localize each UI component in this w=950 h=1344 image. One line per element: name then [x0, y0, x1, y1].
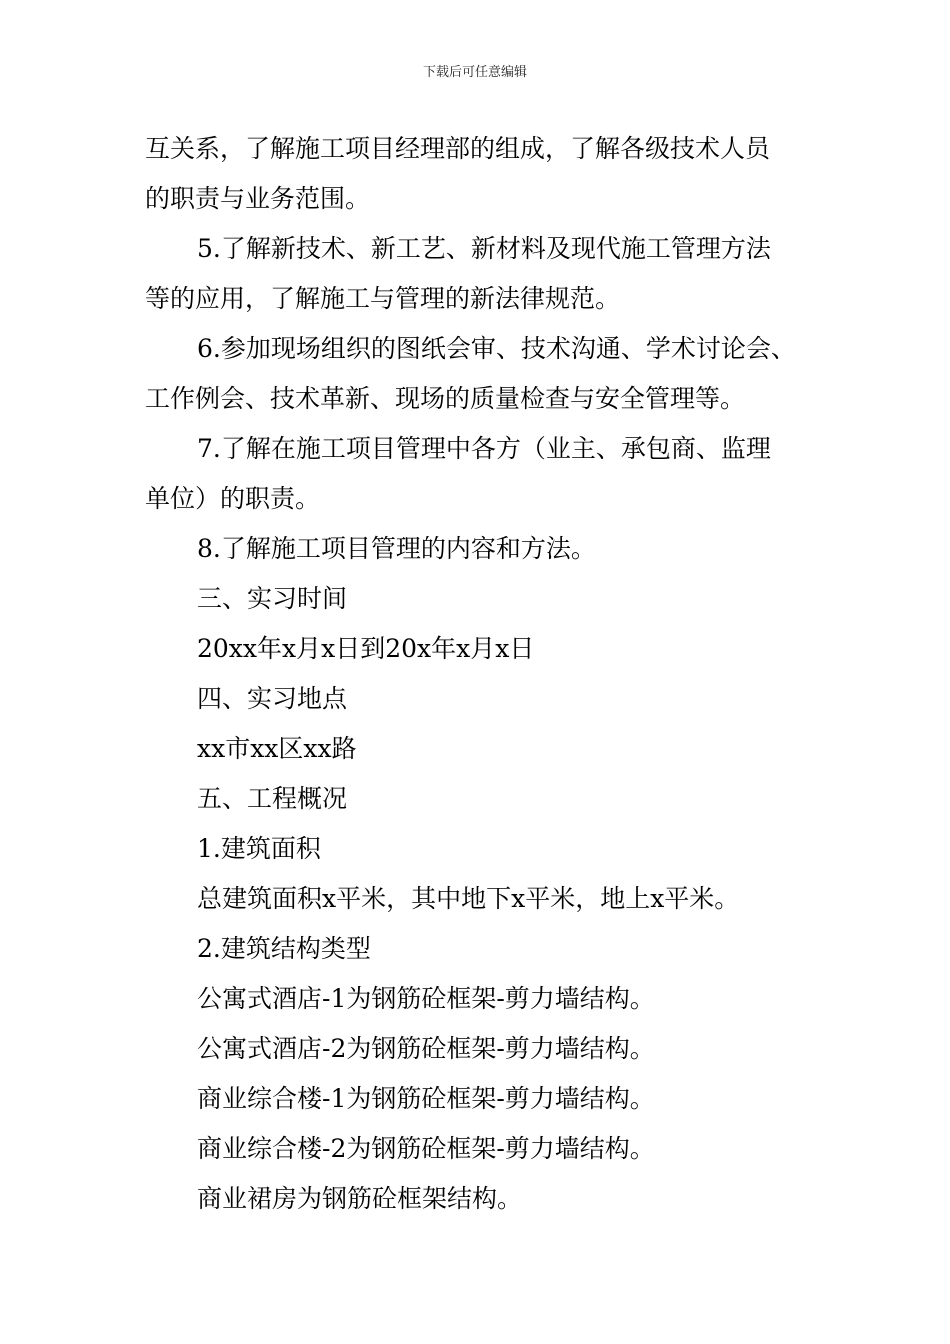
text-line: 商业综合楼-2为钢筋砼框架-剪力墙结构。: [197, 1134, 655, 1163]
text-line: 工作例会、技术革新、现场的质量检查与安全管理等。: [145, 384, 746, 413]
text-line: 公寓式酒店-2为钢筋砼框架-剪力墙结构。: [197, 1034, 655, 1063]
subsection-heading: 2.建筑结构类型: [197, 934, 371, 963]
text-line: 20xx年x月x日到20x年x月x日: [197, 634, 535, 663]
text-line: 商业综合楼-1为钢筋砼框架-剪力墙结构。: [197, 1084, 655, 1113]
text-line: 总建筑面积x平米，其中地下x平米，地上x平米。: [197, 884, 740, 913]
document-body: [145, 124, 815, 1224]
text-line: 商业裙房为钢筋砼框架结构。: [197, 1184, 523, 1213]
section-heading: 三、实习时间: [197, 584, 348, 613]
section-heading: 四、实习地点: [197, 684, 348, 713]
text-line: 的职责与业务范围。: [145, 184, 371, 213]
text-line: xx市xx区xx路: [197, 734, 357, 763]
list-item: 6.参加现场组织的图纸会审、技术沟通、学术讨论会、: [197, 334, 796, 363]
list-item: 7.了解在施工项目管理中各方（业主、承包商、监理: [197, 434, 771, 463]
page-header: 下载后可任意编辑: [422, 65, 527, 80]
subsection-heading: 1.建筑面积: [197, 834, 321, 863]
list-item: 8.了解施工项目管理的内容和方法。: [197, 534, 596, 563]
text-line: 单位）的职责。: [145, 484, 321, 513]
text-line: 互关系，了解施工项目经理部的组成，了解各级技术人员: [145, 134, 771, 163]
text-line: 公寓式酒店-1为钢筋砼框架-剪力墙结构。: [197, 984, 655, 1013]
text-line: 等的应用，了解施工与管理的新法律规范。: [145, 284, 621, 313]
list-item: 5.了解新技术、新工艺、新材料及现代施工管理方法: [197, 234, 771, 263]
section-heading: 五、工程概况: [197, 784, 348, 813]
